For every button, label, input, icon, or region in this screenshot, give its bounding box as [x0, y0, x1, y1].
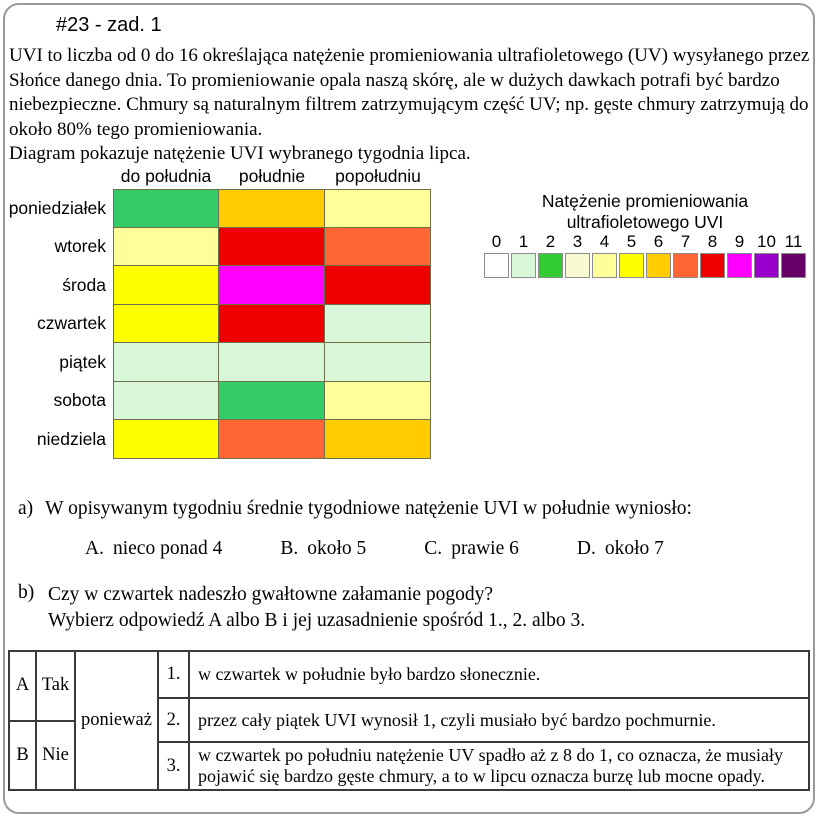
heatmap-row-label-friday: piątek [59, 351, 106, 372]
legend-item: 8 [700, 231, 725, 278]
legend-item: 1 [511, 231, 536, 278]
answer-yesno-column [37, 652, 76, 789]
answer-letter-b: B [16, 744, 29, 765]
answer-yes: Tak [37, 652, 74, 722]
option-c: C. prawie 6 [424, 538, 519, 559]
heatmap-cell [219, 189, 325, 228]
answer-letter-column [10, 652, 37, 789]
legend-swatch [700, 253, 725, 278]
option-b: B. około 5 [280, 538, 367, 559]
legend-item: 2 [538, 231, 563, 278]
legend-swatch [592, 253, 617, 278]
legend-item: 9 [727, 231, 752, 278]
diagram-note: Diagram pokazuje natężenie UVI wybranego tygodnia lipca. [9, 143, 471, 164]
legend-swatch [619, 253, 644, 278]
question-a [18, 498, 692, 520]
question-b-marker: b) [18, 582, 35, 603]
heatmap-cell [113, 382, 219, 421]
heatmap-cell [325, 228, 431, 267]
reason-1-number: 1. [159, 652, 190, 697]
heatmap-cell [113, 228, 219, 267]
legend-item: 7 [673, 231, 698, 278]
heatmap-cell [325, 382, 431, 421]
page-title: #23 - zad. 1 [56, 14, 162, 36]
heatmap-cell [219, 266, 325, 305]
heatmap-cell [219, 382, 325, 421]
heatmap-cell [325, 420, 431, 459]
legend-swatch [673, 253, 698, 278]
heatmap-cell [113, 343, 219, 382]
legend-swatch [646, 253, 671, 278]
answer-table [8, 650, 810, 791]
question-a-options [85, 538, 664, 560]
option-a: A. nieco ponad 4 [85, 538, 223, 559]
heatmap-row-label-thursday: czwartek [36, 313, 106, 334]
legend-item: 4 [592, 231, 617, 278]
legend-title: Natężenie promieniowania ultrafioletowego UVI [541, 191, 749, 232]
intro-text [9, 44, 811, 167]
heatmap-cell [219, 420, 325, 459]
heatmap-row-label-monday: poniedziałek [8, 197, 106, 218]
heatmap-col-header-afternoon: popołudniu [335, 166, 421, 186]
heatmap-cell [219, 343, 325, 382]
answer-letter-a: A [10, 652, 35, 722]
reason-3-text: w czwartek po południu natężenie UV spadło aż z 8 do 1, co oznacza, że musiały pojawić się bardzo gęste chmury, a to w lipcu oznacza burzę lub mocne opady. [198, 745, 783, 786]
legend-swatch [538, 253, 563, 278]
heatmap-cell [113, 189, 219, 228]
reason-1-text: w czwartek w południe było bardzo słonecznie. [198, 664, 541, 684]
legend-swatch [565, 253, 590, 278]
heatmap-cell [325, 343, 431, 382]
heatmap-row-label-sunday: niedziela [36, 428, 106, 449]
reason-row-1 [159, 652, 808, 699]
heatmap-row-label-tuesday: wtorek [54, 236, 106, 257]
question-b [18, 582, 585, 634]
heatmap-cell [325, 189, 431, 228]
legend-swatch [511, 253, 536, 278]
question-b-text: Czy w czwartek nadeszło gwałtowne załamanie pogody? Wybierz odpowiedź A albo B i jej uzasadnienie spośród 1., 2. albo 3. [48, 584, 586, 631]
legend-item: 10 [754, 231, 779, 278]
heatmap-cell [219, 228, 325, 267]
heatmap-col-header-morning: do południa [120, 166, 212, 186]
heatmap-cell [113, 305, 219, 344]
answer-connector: ponieważ [76, 652, 159, 789]
reason-2-number: 2. [159, 699, 190, 741]
uvi-heatmap [8, 166, 431, 459]
reason-2-text: przez cały piątek UVI wynosił 1, czyli musiało być bardzo pochmurnie. [198, 709, 716, 730]
legend-swatch [484, 253, 509, 278]
heatmap-col-header-noon: południe [238, 166, 306, 186]
option-d: D. około 7 [576, 538, 664, 559]
heatmap-cell [325, 305, 431, 344]
legend-item: 11 [781, 231, 806, 278]
question-a-marker: a) [18, 498, 34, 519]
uvi-color-legend [484, 231, 806, 278]
legend-item: 0 [484, 231, 509, 278]
answer-no: Nie [42, 744, 69, 765]
heatmap-cell [113, 420, 219, 459]
heatmap-row-label-saturday: sobota [53, 390, 106, 411]
question-a-text: W opisywanym tygodniu średnie tygodniowe natężenie UVI w południe wyniosło: [45, 498, 692, 519]
legend-swatch [727, 253, 752, 278]
intro-paragraph: UVI to liczba od 0 do 16 określająca natężenie promieniowania ultrafioletowego (UV) wysyłanego przez Słońce danego dnia. To promieniowanie opala naszą skórę, ale w dużych dawkach potrafi być bardzo niebezpieczne. Chmury są naturalnym filtrem zatrzymującym część UV; np. gęste chmury zatrzymują do około 80% tego promieniowania. [9, 45, 810, 140]
legend-item: 6 [646, 231, 671, 278]
reason-row-3 [159, 743, 808, 789]
heatmap-cell [113, 266, 219, 305]
legend-swatch [781, 253, 806, 278]
heatmap-cell [219, 305, 325, 344]
reason-3-number: 3. [159, 743, 190, 789]
legend-item: 5 [619, 231, 644, 278]
reasons-column [159, 652, 808, 789]
legend-swatch [754, 253, 779, 278]
heatmap-cell [325, 266, 431, 305]
reason-row-2 [159, 699, 808, 743]
legend-item: 3 [565, 231, 590, 278]
heatmap-corner [8, 166, 113, 189]
heatmap-row-label-wednesday: środa [62, 274, 106, 295]
